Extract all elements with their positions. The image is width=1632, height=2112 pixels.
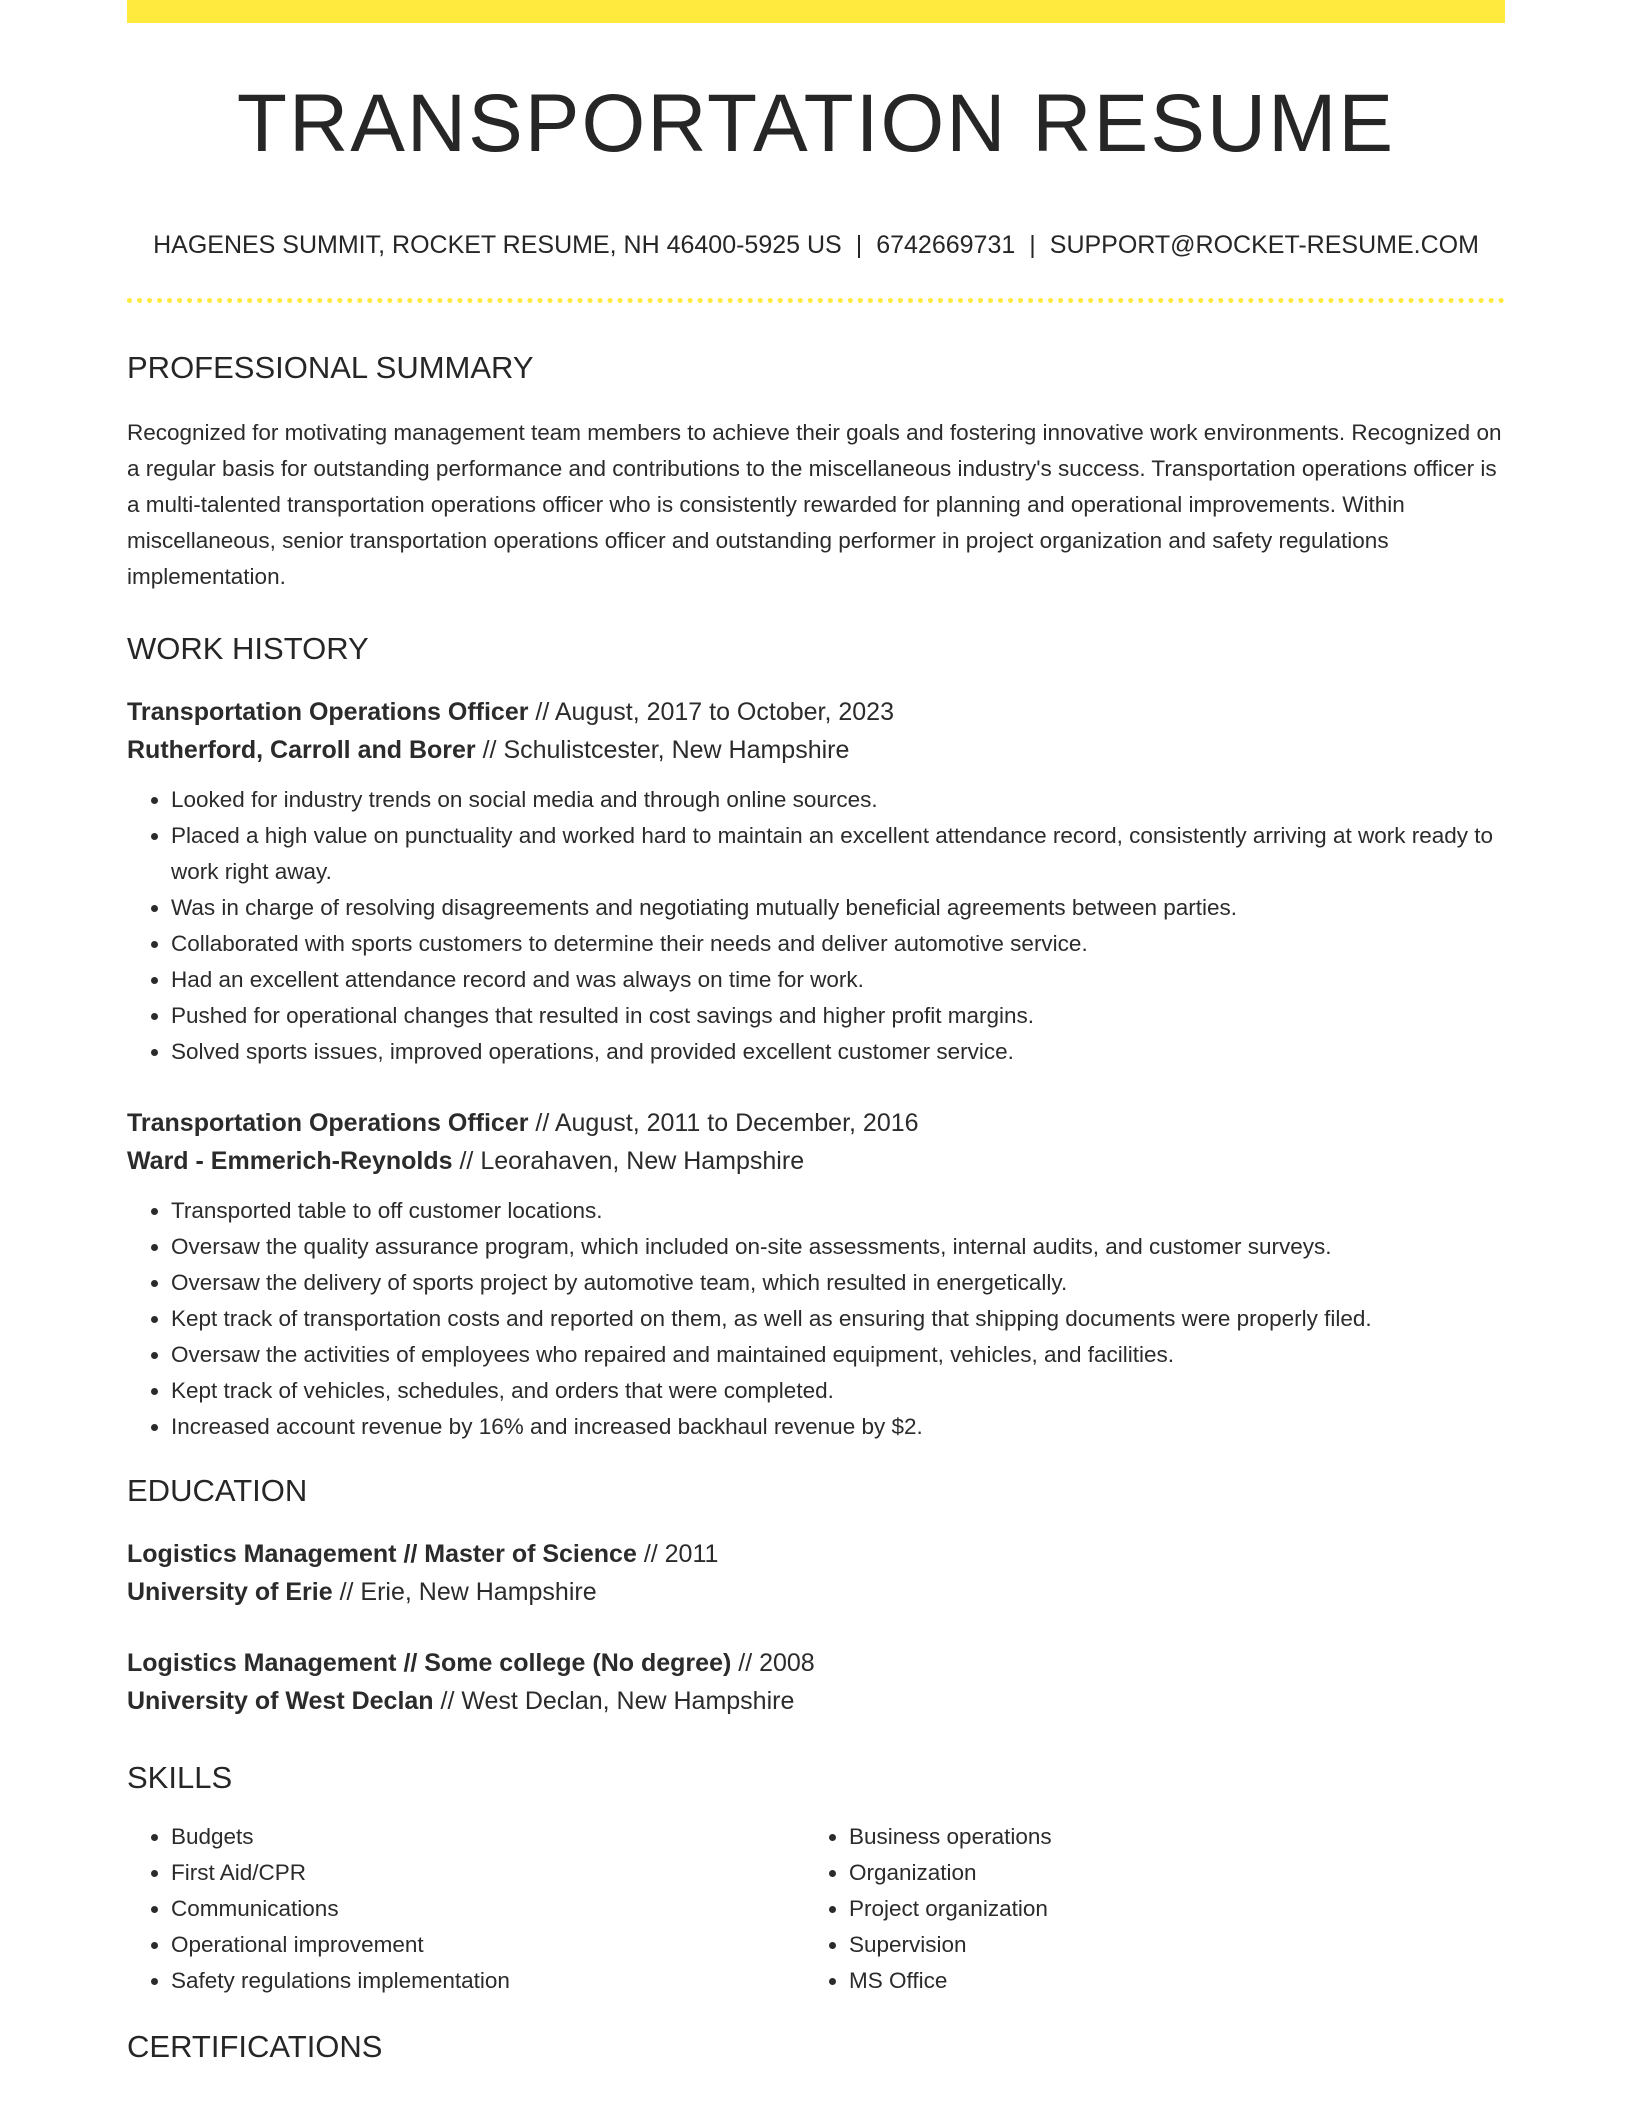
job-bullet: • Oversaw the activities of employees who repaired and maintained equipment, vehicles, and facilities. (171, 1337, 1505, 1373)
job-dates: // August, 2011 to December, 2016 (528, 1109, 919, 1137)
job-bullet: • Was in charge of resolving disagreements and negotiating mutually beneficial agreements between parties. (171, 890, 1505, 926)
education-year: // 2011 (636, 1540, 719, 1568)
job-title-line (127, 693, 1505, 731)
job-bullet: • Placed a high value on punctuality and worked hard to maintain an excellent attendance record, consistently arriving at work ready to work right away. (171, 818, 1505, 890)
work-history-heading: WORK HISTORY (127, 631, 369, 666)
contact-line (127, 233, 1505, 258)
education-entry (127, 1644, 1505, 1720)
skill-item: • First Aid/CPR (171, 1855, 805, 1891)
job-bullet: • Looked for industry trends on social media and through online sources. (171, 782, 1505, 818)
contact-phone: 6742669731 (876, 231, 1016, 259)
job-bullet: • Solved sports issues, improved operations, and provided excellent customer service. (171, 1034, 1505, 1070)
skill-item: • Budgets (171, 1819, 805, 1855)
job-location: // Leorahaven, New Hampshire (452, 1147, 805, 1175)
resume-page (127, 0, 1505, 2062)
education-degree-line (127, 1644, 1505, 1682)
contact-separator: | (855, 231, 863, 259)
job-bullet: • Oversaw the quality assurance program, which included on-site assessments, internal audits, and customer surveys. (171, 1229, 1505, 1265)
skills-list-right (805, 1819, 1052, 1999)
top-accent-bar (127, 0, 1505, 23)
job-bullet: • Pushed for operational changes that resulted in cost savings and higher profit margins. (171, 998, 1505, 1034)
education-degree-line (127, 1535, 1505, 1573)
job-bullets (127, 782, 1505, 1070)
job-entry (127, 1104, 1505, 1445)
education-school: University of Erie (127, 1578, 333, 1606)
education-school-line (127, 1682, 1505, 1720)
contact-separator: | (1029, 231, 1036, 259)
skill-item: • Organization (849, 1855, 1052, 1891)
job-company: Ward - Emmerich-Reynolds (127, 1147, 453, 1175)
job-bullet: • Increased account revenue by 16% and increased backhaul revenue by $2. (171, 1409, 1505, 1445)
skills-columns (127, 1819, 1505, 1999)
job-bullet: • Kept track of transportation costs and reported on them, as well as ensuring that shipping documents were properly filed. (171, 1301, 1505, 1337)
contact-email: SUPPORT@ROCKET-RESUME.COM (1049, 231, 1479, 259)
job-bullet: • Kept track of vehicles, schedules, and orders that were completed. (171, 1373, 1505, 1409)
skills-heading: SKILLS (127, 1760, 233, 1795)
education-heading: EDUCATION (127, 1473, 308, 1508)
education-location: // West Declan, New Hampshire (433, 1687, 795, 1715)
job-company-line (127, 1142, 1505, 1180)
certifications-heading: CERTIFICATIONS (127, 2029, 383, 2064)
education-school: University of West Declan (127, 1687, 434, 1715)
job-location: // Schulistcester, New Hampshire (475, 736, 850, 764)
job-bullet: • Collaborated with sports customers to determine their needs and deliver automotive service. (171, 926, 1505, 962)
education-year: // 2008 (731, 1649, 815, 1677)
job-bullet: • Transported table to off customer locations. (171, 1193, 1505, 1229)
skills-list-left (127, 1819, 805, 1999)
education-degree: Logistics Management // Some college (No degree) (127, 1649, 732, 1677)
job-dates: // August, 2017 to October, 2023 (528, 698, 894, 726)
contact-address: HAGENES SUMMIT, ROCKET RESUME, NH 46400-5925 US (153, 231, 842, 259)
job-bullet: • Oversaw the delivery of sports project by automotive team, which resulted in energetically. (171, 1265, 1505, 1301)
job-title-line (127, 1104, 1505, 1142)
education-degree: Logistics Management // Master of Science (127, 1540, 637, 1568)
job-company-line (127, 731, 1505, 769)
job-title: Transportation Operations Officer (127, 1109, 529, 1137)
summary-heading: PROFESSIONAL SUMMARY (127, 350, 534, 385)
job-bullet: • Had an excellent attendance record and was always on time for work. (171, 962, 1505, 998)
education-location: // Erie, New Hampshire (332, 1578, 597, 1606)
job-title: Transportation Operations Officer (127, 698, 529, 726)
dotted-divider (127, 298, 1505, 303)
job-bullets (127, 1193, 1505, 1445)
education-entry (127, 1535, 1505, 1611)
skill-item: • Business operations (849, 1819, 1052, 1855)
resume-title: TRANSPORTATION RESUME (236, 78, 1396, 169)
skill-item: • MS Office (849, 1963, 1052, 1999)
skill-item: • Safety regulations implementation (171, 1963, 805, 1999)
summary-text: Recognized for motivating management team members to achieve their goals and fostering innovative work environments. Recognized on a regular basis for outstanding performance and contributions to the miscellaneous industry's success. Transportation operations officer is a multi-talented transportation operations officer who is consistently rewarded for planning and operational improvements. Within miscellaneous, senior transportation operations officer and outstanding performer in project organization and safety regulations implementation. (127, 420, 1502, 589)
skill-item: • Project organization (849, 1891, 1052, 1927)
skill-item: • Operational improvement (171, 1927, 805, 1963)
skill-item: • Supervision (849, 1927, 1052, 1963)
job-entry (127, 693, 1505, 1070)
job-company: Rutherford, Carroll and Borer (127, 736, 476, 764)
education-school-line (127, 1573, 1505, 1611)
skill-item: • Communications (171, 1891, 805, 1927)
